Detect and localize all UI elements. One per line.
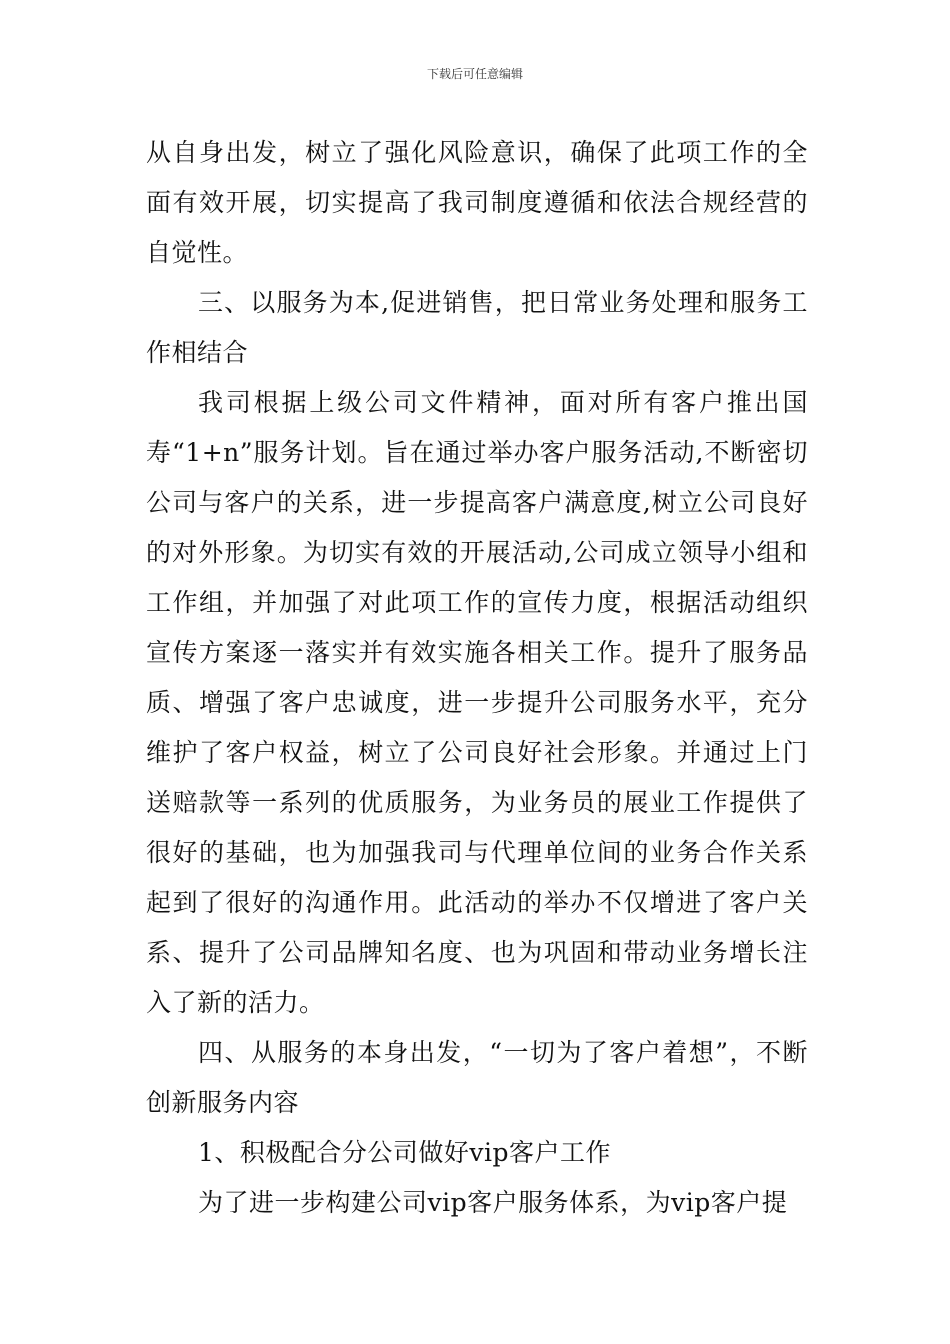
section-heading-four: 四、从服务的本身出发，“一切为了客户着想”，不断创新服务内容 [146,1038,808,1117]
paragraph-vip-system: 为了进一步构建公司vip客户服务体系，为vip客户提 [198,1188,788,1217]
section-heading-three: 三、以服务为本,促进销售，把日常业务处理和服务工作相结合 [146,288,808,367]
paragraph-service-plan: 我司根据上级公司文件精神，面对所有客户推出国寿“1+n”服务计划。旨在通过举办客户服务活动,不断密切公司与客户的关系，进一步提高客户满意度,树立公司良好的对外形象。为切实有效的开展活动,公司成立领导小组和工作组，并加强了对此项工作的宣传力度，根据活动组织宣传方案逐一落实并有效实施各相关工作。提升了服务品质、增强了客户忠诚度，进一步提升公司服务水平，充分维护了客户权益，树立了公司良好社会形象。并通过上门送赔款等一系列的优质服务，为业务员的展业工作提供了很好的基础，也为加强我司与代理单位间的业务合作关系起到了很好的沟通作用。此活动的举办不仅增进了客户关系、提升了公司品牌知名度、也为巩固和带动业务增长注入了新的活力。 [146,388,808,1017]
subsection-heading-vip: 1、积极配合分公司做好vip客户工作 [198,1138,612,1167]
paragraph-continuation: 从自身出发，树立了强化风险意识，确保了此项工作的全面有效开展，切实提高了我司制度遵循和依法合规经营的自觉性。 [146,138,808,267]
document-body [146,128,808,1228]
page-header: 下载后可任意编辑 [426,67,523,81]
